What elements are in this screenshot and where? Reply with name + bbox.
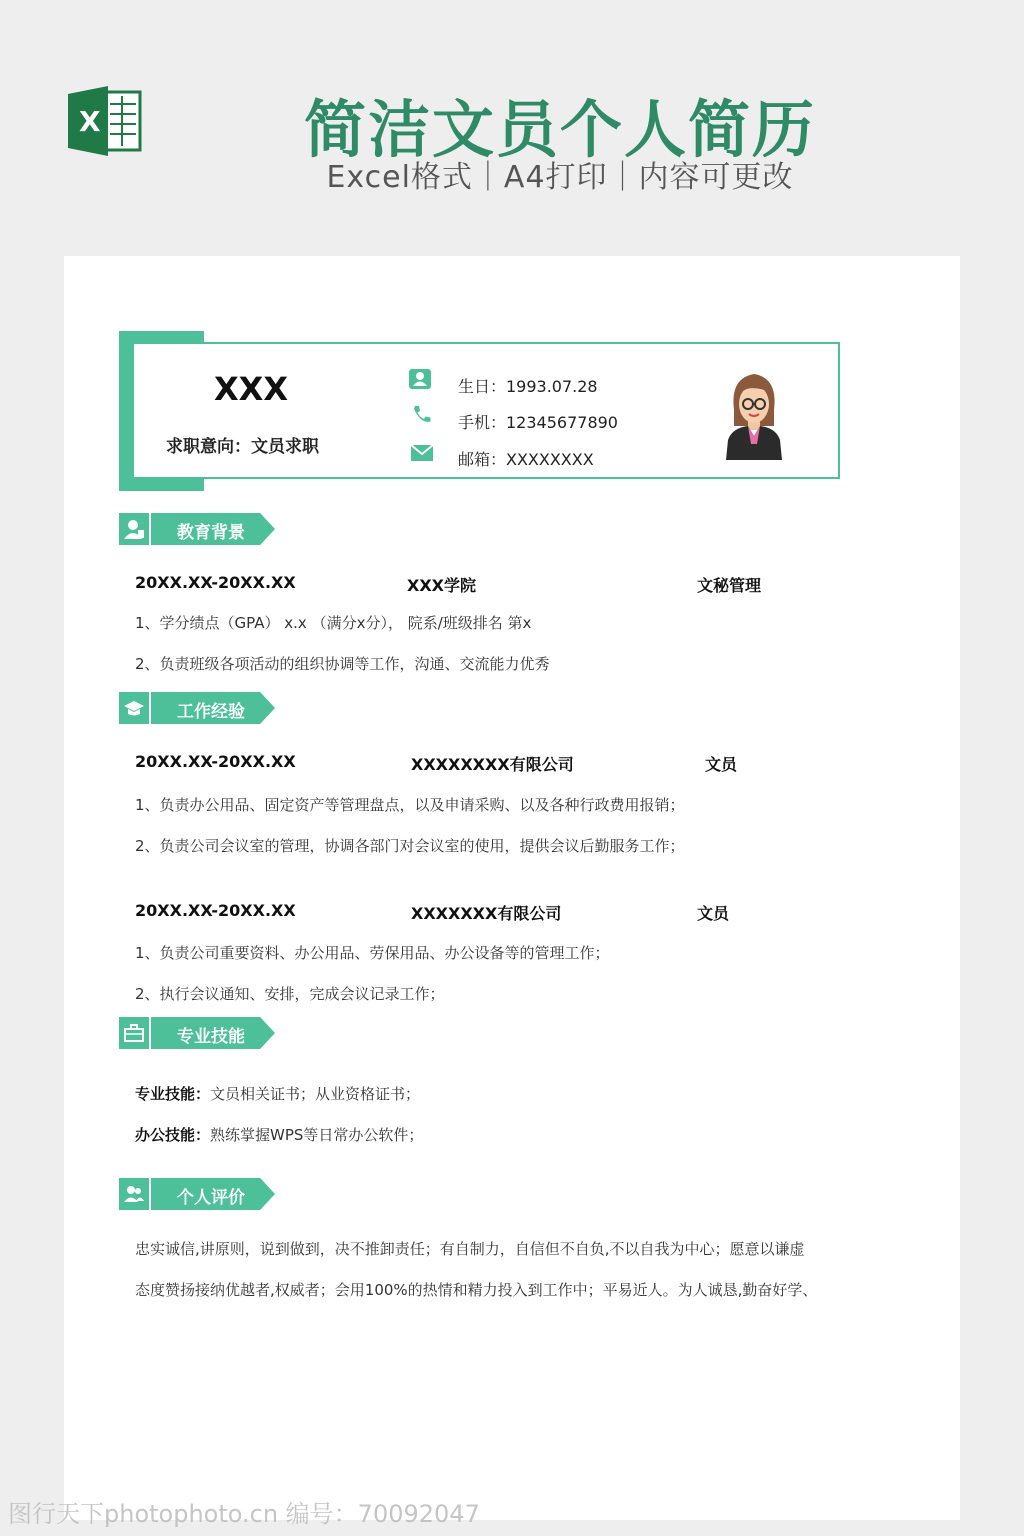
- phone-number: 手机：12345677890: [458, 413, 618, 432]
- job-line: 2、执行会议通知、安排，完成会议记录工作；: [135, 985, 445, 1003]
- candidate-name: XXX: [214, 370, 289, 408]
- job-title: 文员: [697, 904, 730, 923]
- section-title: 教育背景: [177, 523, 245, 543]
- self-line: 忠实诚信,讲原则，说到做到，决不推卸责任；有自制力，自信但不自负,不以自我为中心；愿意以谦虚: [135, 1240, 805, 1258]
- excel-icon: [66, 86, 144, 156]
- job-objective: 求职意向：文员求职: [166, 437, 319, 457]
- job-title: 文员: [705, 755, 738, 774]
- edu-period: 20XX.XX-20XX.XX: [135, 573, 296, 592]
- mail-icon: [410, 442, 434, 464]
- skill-item: [135, 1124, 423, 1145]
- email-address: 邮箱：XXXXXXXX: [458, 450, 594, 469]
- people-icon: [123, 1183, 145, 1205]
- job-period: 20XX.XX-20XX.XX: [135, 901, 296, 920]
- job-line: 2、负责公司会议室的管理，协调各部门对会议室的使用，提供会议后勤服务工作；: [135, 837, 685, 855]
- job-company: XXXXXXX有限公司: [411, 904, 562, 923]
- skill-key: 专业技能：: [135, 1085, 211, 1103]
- skill-value: 文员相关证书；从业资格证书；: [210, 1085, 421, 1103]
- edu-line: 2、负责班级各项活动的组织协调等工作，沟通、交流能力优秀: [135, 655, 550, 673]
- self-line: 态度赞扬接纳优越者,权威者；会用100%的热情和精力投入到工作中；平易近人。为人诚恳,勤奋好学、: [135, 1281, 818, 1299]
- edu-school: XXX学院: [407, 576, 477, 595]
- job-period: 20XX.XX-20XX.XX: [135, 752, 296, 771]
- skill-value: 熟练掌握WPS等日常办公软件；: [210, 1126, 424, 1144]
- section-skills: [119, 1017, 279, 1049]
- avatar: [724, 368, 784, 460]
- briefcase-icon: [123, 1022, 145, 1044]
- student-icon: [123, 518, 145, 540]
- job-line: 1、负责公司重要资料、办公用品、劳保用品、办公设备等的管理工作；: [135, 944, 610, 962]
- section-work: [119, 692, 279, 724]
- job-company: XXXXXXXX有限公司: [411, 755, 574, 774]
- skill-item: [135, 1083, 420, 1104]
- edu-line: 1、学分绩点（GPA） x.x （满分x分）， 院系/班级排名 第x: [135, 614, 532, 632]
- graduation-cap-icon: [123, 697, 145, 719]
- hero-subtitle: Excel格式｜A4打印｜内容可更改: [326, 160, 794, 195]
- section-title: 专业技能: [177, 1027, 245, 1047]
- svg-text:X: X: [79, 105, 101, 138]
- birth-date: 生日：1993.07.28: [458, 377, 598, 396]
- hero-title: 简洁文员个人简历: [303, 93, 816, 166]
- phone-icon: [410, 404, 434, 426]
- user-icon: [408, 368, 432, 390]
- section-education: [119, 513, 279, 545]
- section-title: 工作经验: [177, 702, 245, 722]
- edu-major: 文秘管理: [697, 576, 762, 595]
- job-line: 1、负责办公用品、固定资产等管理盘点，以及申请采购、以及各种行政费用报销；: [135, 796, 685, 814]
- skill-key: 办公技能：: [135, 1126, 211, 1144]
- watermark: 图行天下photophoto.cn 编号：70092047: [8, 1500, 480, 1528]
- resume-page: [64, 256, 960, 1520]
- section-title: 个人评价: [177, 1188, 245, 1208]
- section-self-evaluation: [119, 1178, 279, 1210]
